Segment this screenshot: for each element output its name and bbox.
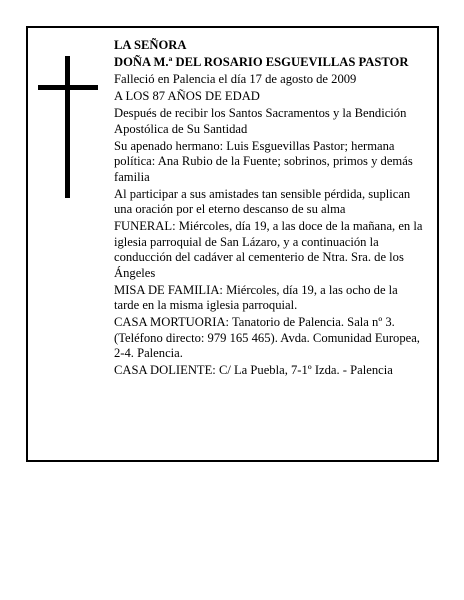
family-home-details: CASA DOLIENTE: C/ La Puebla, 7-1º Izda. - Palencia bbox=[114, 363, 393, 377]
deceased-name: DOÑA M.ª DEL ROSARIO ESGUEVILLAS PASTOR bbox=[114, 55, 409, 69]
family-mass-details: MISA DE FAMILIA: Miércoles, día 19, a las ocho de la tarde en la misma iglesia parroquial. bbox=[114, 282, 398, 312]
prayer-request: Al participar a sus amistades tan sensible pérdida, suplican una oración por el eterno descanso de su alma bbox=[114, 186, 411, 216]
cross-horizontal-bar bbox=[38, 85, 98, 90]
family-statement: Su apenado hermano: Luis Esguevillas Pastor; hermana política: Ana Rubio de la Fuente; sobrinos, primos y demás familia bbox=[114, 138, 413, 184]
death-statement: Falleció en Palencia el día 17 de agosto de 2009 bbox=[114, 72, 357, 86]
funeral-home-details: CASA MORTUORIA: Tanatorio de Palencia. Sala nº 3. (Teléfono directo: 979 165 465). Avda. Comunidad Europea, 2-4. Palencia. bbox=[114, 315, 420, 360]
sacraments-statement: Después de recibir los Santos Sacramentos y la Bendición Apostólica de Su Santidad bbox=[114, 106, 407, 136]
age-statement: A LOS 87 AÑOS DE EDAD bbox=[114, 89, 260, 103]
funeral-details: FUNERAL: Miércoles, día 19, a las doce de la mañana, en la iglesia parroquial de San Lázaro, y a continuación la conducción del cadáver al cementerio de Ntra. Sra. de los Ángeles bbox=[114, 219, 423, 280]
notice-title: LA SEÑORA bbox=[114, 38, 187, 52]
obituary-text bbox=[114, 38, 426, 380]
cross-icon bbox=[38, 56, 98, 198]
cross-vertical-bar bbox=[65, 56, 70, 198]
